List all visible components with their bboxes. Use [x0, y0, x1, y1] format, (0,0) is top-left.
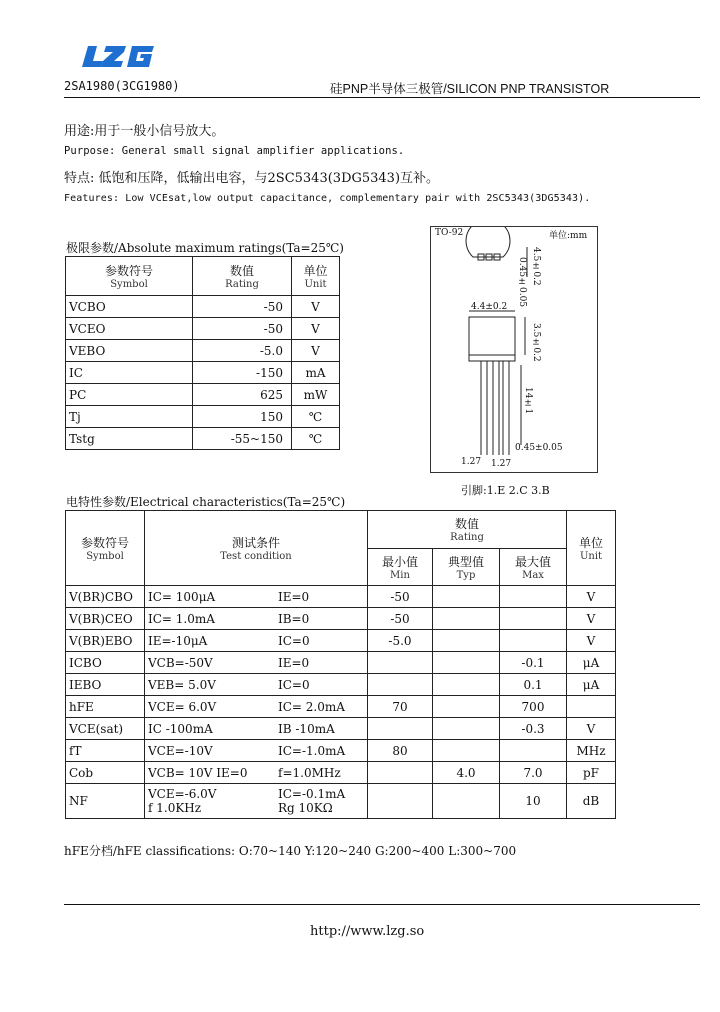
purpose-cn: 用途:用于一般小信号放大。 [64, 124, 225, 139]
table-row: VCEO -50 V [66, 318, 340, 340]
dim-label: 1.27 [461, 457, 482, 467]
table-row: fT VCE=-10V IC=-1.0mA 80 MHz [66, 740, 616, 762]
dim-label: 4.4±0.2 [471, 302, 508, 312]
header-rule [64, 97, 700, 98]
abs-max-title: 极限参数/Absolute maximum ratings(Ta=25℃) [66, 241, 344, 255]
table-row: ICBO VCB=-50V IE=0 -0.1 μA [66, 652, 616, 674]
hfe-classifications: hFE分档/hFE classifications: O:70~140 Y:120~240 G:200~400 L:300~700 [64, 844, 517, 858]
table-row: VCE(sat) IC -100mA IB -10mA -0.3 V [66, 718, 616, 740]
table-row: V(BR)EBO IE=-10μA IC=0 -5.0 V [66, 630, 616, 652]
dim-label: 4.5±0.2 [531, 247, 541, 286]
package-name: TO-92 [435, 228, 464, 238]
part-number: 2SA1980(3CG1980) [64, 79, 180, 93]
table-row: VEBO -5.0 V [66, 340, 340, 362]
dim-label: 1.27 [491, 459, 512, 469]
elec-header-min: 最小值 Min [368, 548, 433, 586]
lzg-logo [82, 44, 158, 68]
table-row: PC 625 mW [66, 384, 340, 406]
abs-max-table [65, 256, 340, 450]
table-row: Tstg -55~150 ℃ [66, 428, 340, 450]
dim-label: 0.45±0.05 [515, 443, 563, 453]
pin-assignment: 引脚:1.E 2.C 3.B [461, 484, 550, 497]
dim-label: 3.5±0.2 [531, 323, 541, 362]
abs-header-rating: 数值 Rating [193, 257, 292, 296]
table-row: IC -150 mA [66, 362, 340, 384]
package-drawing [430, 226, 598, 473]
elec-header-typ: 典型值 Typ [433, 548, 500, 586]
features-cn: 特点: 低饱和压降，低输出电容，与2SC5343(3DG5343)互补。 [64, 171, 440, 186]
features-en: Features: Low VCEsat,low output capacitance, complementary pair with 2SC5343(3DG5343). [64, 193, 591, 204]
elec-title: 电特性参数/Electrical characteristics(Ta=25℃) [66, 495, 346, 509]
dim-label: 14±1 [523, 387, 533, 415]
table-row: V(BR)CEO IC= 1.0mA IB=0 -50 V [66, 608, 616, 630]
purpose-en: Purpose: General small signal amplifier applications. [64, 145, 405, 157]
footer-rule [64, 904, 700, 905]
table-row: Tj 150 ℃ [66, 406, 340, 428]
table-row: hFE VCE= 6.0V IC= 2.0mA 70 700 [66, 696, 616, 718]
table-row: IEBO VEB= 5.0V IC=0 0.1 μA [66, 674, 616, 696]
table-row: Cob VCB= 10V IE=0 f=1.0MHz 4.0 7.0 pF [66, 762, 616, 784]
abs-header-symbol: 参数符号 Symbol [66, 257, 193, 296]
elec-table [65, 510, 616, 819]
abs-header-unit: 单位 Unit [292, 257, 340, 296]
dim-label: 0.45±0.05 [517, 257, 527, 308]
table-row: V(BR)CBO IC= 100μA IE=0 -50 V [66, 586, 616, 608]
footer-link[interactable]: http://www.lzg.so [310, 924, 425, 939]
elec-header-symbol: 参数符号 Symbol [66, 511, 145, 586]
elec-header-unit: 单位 Unit [567, 511, 616, 586]
document-title: 硅PNP半导体三极管/SILICON PNP TRANSISTOR [330, 82, 610, 96]
table-row: VCBO -50 V [66, 296, 340, 318]
elec-header-max: 最大值 Max [500, 548, 567, 586]
package-unit: 单位:mm [549, 231, 588, 241]
elec-header-condition: 测试条件 Test condition [145, 511, 368, 586]
to92-outline [431, 227, 597, 472]
table-row: NF VCE=-6.0V IC=-0.1mA f 1.0KHz Rg 10KΩ 10 dB [66, 784, 616, 819]
elec-header-rating: 数值 Rating [368, 511, 567, 549]
